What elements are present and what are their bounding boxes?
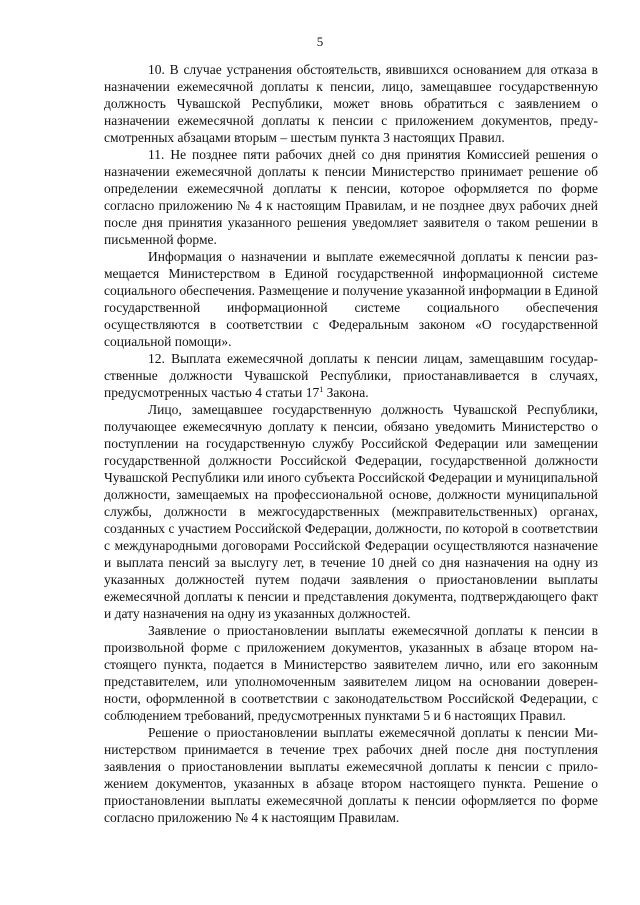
- paragraph-12-text: 12. Выплата ежемесячной доплаты к пенсии лицам, замещавшим государственные должности Чувашской Республики, приостанавливается в случаях, предусмотренных частью 4 статьи 17: [104, 351, 598, 400]
- paragraph-12-obligation: Лицо, замещавшее государственную должность Чувашской Республики, получающее ежемесячную доплату к пенсии, обязано уведомить Министерство о поступлении на государственную службу Российской Федерации или замещении государственной должности Российской Федерации, государственной должности Чувашской Республики или иного субъекта Российской Федерации и муниципальной должности, замещаемых на профессиональной основе, должности муниципальной службы, должности в межгосударственных (межправительственных) органах, созданных с участием Российской Федерации, должности, по которой в соответствии с международными договорами Российской Федерации осуществляются назначение и выплата пенсий за выслугу лет, в течение 10 дней со дня назначения на одну из указанных должностей путем подачи заявления о приостановлении выплаты ежемесячной доплаты к пенсии и представления документа, подтверждающего факт и дату назначения на одну из указанных должностей.: [104, 402, 598, 621]
- paragraph-12-decision: Решение о приостановлении выплаты ежемесячной доплаты к пенсии Министерством принимается в течение трех рабочих дней после дня поступления заявления о приостановлении выплаты ежемесячной доплаты к пенсии с приложением документов, указанных в абзаце втором настоящего пункта. Решение о приостановлении выплаты ежемесячной доплаты к пенсии оформляется по форме согласно приложению № 4 к настоящим Правилам.: [104, 725, 598, 825]
- paragraph-11-info: Информация о назначении и выплате ежемесячной доплаты к пенсии размещается Министерством в Единой государственной информационной системе социального обеспечения. Размещение и получение указанной информации в Единой государственной информационной системе социального обеспечения осуществляются в соответствии с Федеральным законом «О государственной социальной помощи».: [104, 249, 598, 349]
- document-body: [104, 61, 598, 826]
- paragraph-11: 11. Не позднее пяти рабочих дней со дня принятия Комиссией решения о назначении ежемесячной доплаты к пенсии Министерство принимает решение об определении ежемесячной доплаты к пенсии, которое оформляется по форме согласно приложению № 4 к настоящим Правилам, и не позднее двух рабочих дней после дня принятия указанного решения уведомляет заявителя о таком решении в письменной форме.: [104, 147, 598, 247]
- paragraph-10: 10. В случае устранения обстоятельств, явившихся основанием для отказа в назначении ежемесячной доплаты к пенсии, лицо, замещавшее государственную должность Чувашской Республики, может вновь обратиться с заявлением о назначении ежемесячной доплаты к пенсии с приложением документов, предусмотренных абзацами вторым – шестым пункта 3 настоящих Правил.: [104, 62, 598, 145]
- article-superscript: 1: [319, 385, 324, 394]
- page-number: 5: [316, 34, 324, 49]
- paragraph-12: [104, 350, 598, 401]
- paragraph-12-tail: Закона.: [323, 385, 369, 400]
- paragraph-12-application: Заявление о приостановлении выплаты ежемесячной доплаты к пенсии в произвольной форме с приложением документов, указанных в абзаце втором настоящего пункта, подается в Министерство заявителем лично, или его законным представителем, или уполномоченным заявителем лицом на основании доверенности, оформленной в соответствии с законодательством Российской Федерации, с соблюдением требований, предусмотренных пунктами 5 и 6 настоящих Правил.: [104, 623, 598, 723]
